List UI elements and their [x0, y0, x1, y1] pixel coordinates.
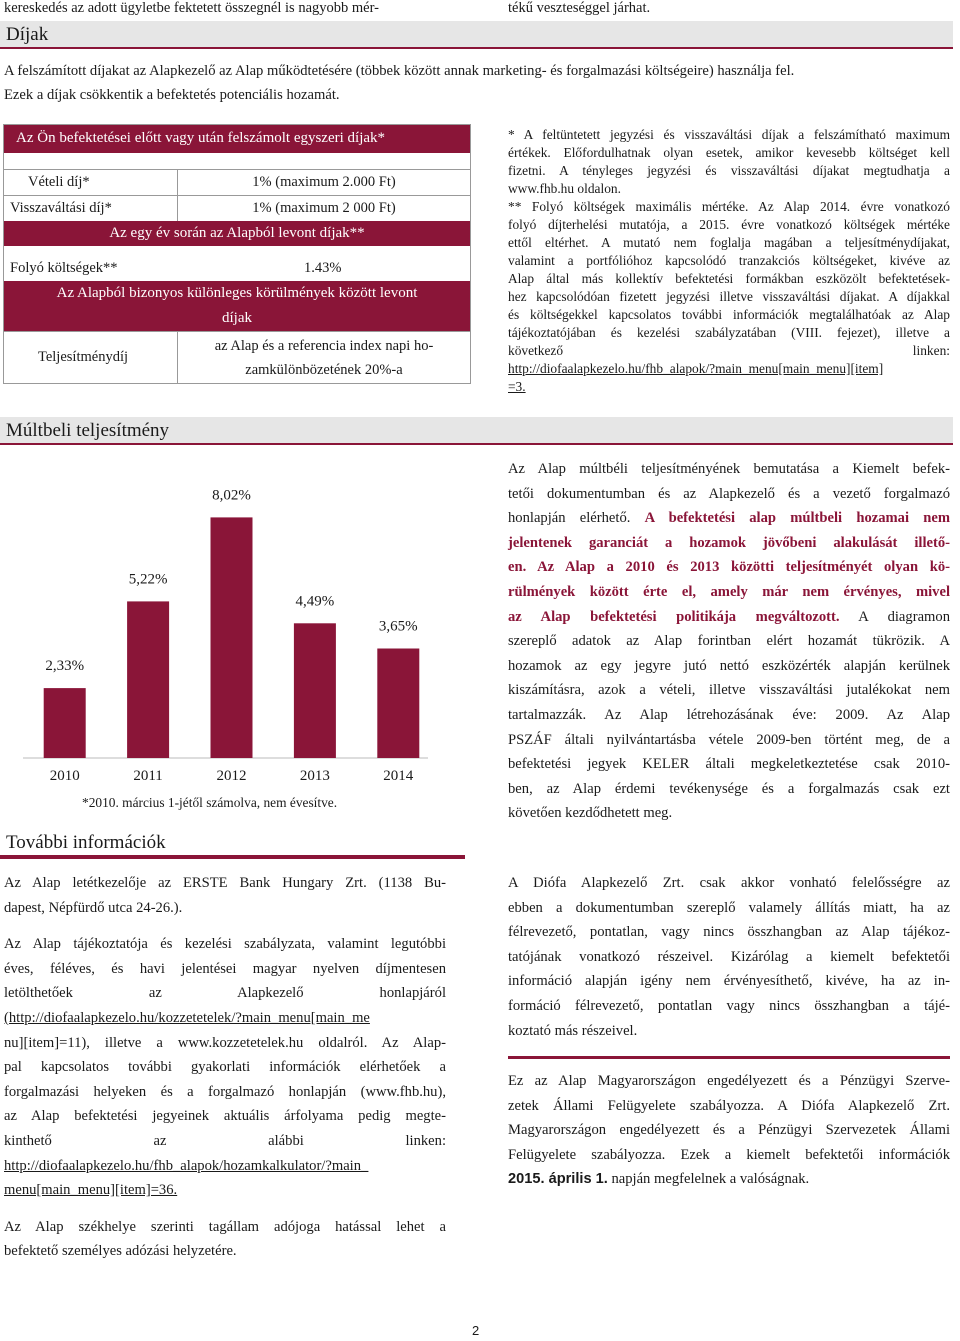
section-divider — [0, 857, 465, 859]
more-info-left-text — [4, 871, 446, 1264]
fee-footnotes — [508, 126, 950, 396]
fee-row-performance — [4, 331, 470, 383]
approval-line — [508, 1167, 950, 1192]
liability-line: ebben a dokumentumban szereplő valamely állítás miatt, ha az — [508, 899, 950, 916]
footnote-line: ** Folyó költségek maximális mértéke. Az Alap 2014. évre vonatkozó — [508, 199, 950, 214]
liability-line: tatójának vonatkozó részeivel. Kizárólag a kiemelt befektetői — [508, 948, 950, 965]
liability-line: A Diófa Alapkezelő Zrt. csak akkor vonható felelősségre az — [508, 875, 950, 891]
approval-line: Ez az Alap Magyarországon engedélyezett és a Pénzügyi Szerve- — [508, 1073, 950, 1089]
text-span: tartalmazzák. Az Alap létrehozásának éve: 2009. Az Alap — [508, 706, 950, 723]
footnote-line: következő linken: — [508, 343, 950, 358]
liability-line: információ alapján igény nem érvényesíthető, kivéve, ha az in- — [508, 973, 950, 990]
fee-row-redemption — [4, 195, 470, 221]
more-info-line: Az Alap letétkezelője az ERSTE Bank Hungary Zrt. (1138 Bu- — [4, 875, 446, 891]
fee-row-purchase — [4, 169, 470, 195]
text-span: szereplő adatok az Alap forintban elért hozamát tükrözik. A — [508, 633, 950, 650]
chart-bar-2014 — [377, 649, 419, 759]
more-info-line: nu][item]=11), illetve a www.kozzetetelek.hu oldalról. Az Alap- — [4, 1034, 446, 1051]
chart-note: *2010. március 1-jétől számolva, nem évesítve. — [82, 795, 338, 810]
text-span: hozamok az egy jegyre jutó nettó eszközérték alapján kerülnek — [508, 657, 950, 674]
footnote-line: hez kapcsolódóan fizetett jegyzési illetve visszaváltási díjakat. A díjakkal — [508, 289, 950, 304]
more-info-line: az Alap befektetési jegyeinek aktuális árfolyama pedig megte- — [4, 1108, 446, 1125]
chart-bar-2013 — [294, 623, 336, 758]
performance-text-line — [508, 777, 950, 802]
fee-table — [3, 124, 471, 384]
text-span: rülmények között érte el, amely már nem érvényes, mivel — [508, 583, 950, 600]
performance-text-line — [508, 482, 950, 507]
text-span: PSZÁF általi nyilvántartásba vétele 2009-ben történt meg, de a — [508, 731, 950, 748]
fee-header-special-line2: díjak — [222, 310, 252, 326]
performance-text-line — [508, 555, 950, 580]
footnote-line: Alap által más kollektív befektetési formákban eszközölt befektetések- — [508, 271, 950, 286]
performance-bar-chart — [3, 452, 463, 792]
fees-intro-line2: Ezek a díjak csökkentik a befektetés potenciális hozamát. — [4, 87, 340, 103]
section-title-fees: Díjak — [0, 21, 953, 49]
chart-x-tick-label: 2011 — [133, 768, 163, 784]
performance-text-line — [508, 703, 950, 728]
fee-header-special-line1: Az Alapból bizonyos különleges körülmények között levont — [56, 285, 418, 301]
more-info-line: befektető személyes adózási helyzetére. — [4, 1243, 237, 1260]
more-info-line: http://diofaalapkezelo.hu/fhb_alapok/hozamkalkulator/?main_ — [4, 1157, 369, 1174]
performance-text-line — [508, 605, 950, 630]
text-span: A diagramon — [839, 608, 950, 625]
performance-text-line — [508, 506, 950, 531]
more-info-line: Az Alap székhelye szerinti tagállam adójoga hatással lehet a — [4, 1218, 446, 1235]
performance-text-line — [508, 531, 950, 556]
fee-row-label: Teljesítménydíj — [4, 332, 178, 383]
fee-row-value: 1.43% — [304, 260, 342, 276]
liability-line: félrevezető, pontatlan, vagy nincs összhangban az Alap tájékoz- — [508, 924, 950, 941]
fee-table-header-onetime: Az Ön befektetései előtt vagy után felszámolt egyszeri díjak* — [4, 125, 470, 153]
text-span: befektetési jegyek KELER általi megkeletkeztetése csak 2010- — [508, 756, 950, 773]
chart-x-tick-label: 2014 — [383, 768, 414, 784]
chart-data-label: 8,02% — [212, 487, 251, 504]
chart-data-label: 3,65% — [378, 618, 418, 635]
liability-line: koztató más részeivel. — [508, 1022, 638, 1039]
chart-data-label: 5,22% — [128, 571, 168, 588]
footnote-line: fizetni. A tényleges jegyzési és visszaváltási díjakat megtudhatja a — [508, 163, 950, 178]
more-info-line: Az Alap tájékoztatója és kezelési szabályzata, valamint legutóbbi — [4, 936, 446, 953]
performance-text-line — [508, 629, 950, 654]
footnote-line: =3. — [508, 379, 526, 394]
section-title-more-info: További információk — [0, 829, 465, 857]
performance-text-line — [508, 728, 950, 753]
footnote-line: folyó díjterhelési mutatója, a 2015. évre vonatkozó költségek mértéke — [508, 217, 950, 232]
chart-bar-2011 — [127, 601, 169, 758]
fee-row-label: Vételi díj* — [4, 170, 178, 195]
fee-row-value: 1% (maximum 2 000 Ft) — [252, 200, 396, 216]
text-span: jelentenek garanciát a hozamok jövőbeni alakulását illető- — [508, 534, 950, 551]
more-info-line — [4, 920, 446, 932]
carryover-text-left: kereskedés az adott ügyletbe fektetett összegnél is nagyobb mér- — [4, 0, 379, 16]
footnote-line: és költségekkel kapcsolatos további információk megtalálhatóak az Alap — [508, 307, 950, 322]
fees-intro — [4, 59, 954, 107]
chart-data-label: 2,33% — [45, 658, 85, 675]
approval-rest: napján megfelelnek a valóságnak. — [607, 1171, 810, 1188]
text-span: A befektetési alap múltbeli hozamai nem — [644, 510, 950, 527]
fee-table-header-special — [4, 281, 470, 331]
text-span: honlapján elérhető. — [508, 510, 645, 527]
approval-line: Felügyelete szabályozza. Ezek a kiemelt befektetői információk — [508, 1146, 950, 1163]
approval-text — [508, 1069, 950, 1192]
fee-row-ongoing — [4, 256, 470, 281]
footnote-line: ettől eltérhet. A mutató nem foglalja magában a teljesítménydíjakat, — [508, 235, 950, 250]
approval-line: Magyarországon engedélyezett és a Pénzügyi Szervezetek Állami — [508, 1122, 950, 1139]
approval-line: zetek Állami Felügyelete szabályozza. A Diófa Alapkezelő Zrt. — [508, 1097, 950, 1114]
text-span: Az Alap múltbéli teljesítményének bemutatása a Kiemelt befek- — [508, 461, 950, 477]
chart-data-label: 4,49% — [295, 593, 335, 610]
performance-text-line — [508, 752, 950, 777]
footnote-line: értékek. Előfordulhatnak olyan esetek, amikor kevesebb költséget kell — [508, 145, 950, 160]
fee-table-header-annual: Az egy év során az Alapból levont díjak** — [4, 221, 470, 246]
more-info-liability-text — [508, 871, 950, 1043]
chart-x-tick-label: 2010 — [49, 768, 80, 784]
text-span: az Alap befektetési politikája megváltozott. — [508, 608, 840, 625]
text-span: ben, az Alap érdemi tevékenysége és a forgalmazás csak ezt — [508, 780, 950, 797]
footnote-line: valamint a portfólióhoz kapcsolódó tranzakciós költségeket, kivéve az — [508, 253, 950, 268]
fee-value-line1: az Alap és a referencia index napi ho- — [214, 338, 434, 354]
footnote-line: * A feltüntetett jegyzési és visszaváltási díjak a felszámítható maximum — [508, 127, 950, 142]
more-info-line: letölthetőek az Alapkezelő honlapjáról — [4, 985, 446, 1002]
more-info-line: forgalmazási helyeken és a forgalmazó honlapján (www.fhb.hu), — [4, 1083, 446, 1100]
performance-description — [508, 457, 950, 826]
footnote-line: tájékoztatójában és kezelési szabályzatában (VIII. fejezet), illetve a — [508, 325, 950, 340]
more-info-line: dapest, Népfürdő utca 24-26.). — [4, 899, 183, 916]
more-info-line: pal kapcsolatos további gyakorlati információk elérhetőek a — [4, 1059, 446, 1076]
footnote-line: http://diofaalapkezelo.hu/fhb_alapok/?main_menu[main_menu][item] — [508, 361, 884, 376]
performance-text-line — [508, 678, 950, 703]
performance-text-line — [508, 654, 950, 679]
more-info-line: éves, féléves, és havi jelentései magyar nyelven díjmentesen — [4, 960, 446, 977]
text-span: tetői dokumentumban és az Alapkezelő és a vezető forgalmazó — [508, 485, 950, 502]
text-span: en. Az Alap a 2010 és 2013 közötti teljesítményét olyan kö- — [508, 559, 950, 576]
fee-value-line2: zamkülönbözetének 20%-a — [245, 362, 403, 378]
fee-row-value: 1% (maximum 2.000 Ft) — [252, 174, 396, 190]
fee-row-value — [178, 332, 470, 383]
carryover-text-right: tékű veszteséggel járhat. — [508, 0, 651, 16]
fee-row-label: Folyó költségek** — [10, 260, 118, 276]
text-span: követően kezdődhetett meg. — [508, 805, 673, 822]
fees-intro-line1: A felszámított díjakat az Alapkezelő az Alap működtetésére (többek között annak marketing- és forgalmazási költségeire) használja fel. — [4, 63, 795, 79]
page-number: 2 — [472, 1323, 480, 1338]
performance-text-line — [508, 580, 950, 605]
chart-bar-2010 — [44, 688, 86, 758]
approval-date: 2015. április 1. — [508, 1171, 608, 1188]
liability-line: formáció félrevezető, pontatlan vagy nincs összhangban a tájé- — [508, 997, 950, 1014]
section-title-performance: Múltbeli teljesítmény — [0, 417, 953, 445]
performance-text-line — [508, 801, 950, 826]
fee-row-label: Visszaváltási díj* — [4, 196, 178, 221]
chart-x-tick-label: 2013 — [299, 768, 330, 784]
chart-x-tick-label: 2012 — [216, 768, 247, 784]
more-info-line — [4, 1203, 446, 1215]
chart-bar-2012 — [211, 517, 253, 758]
more-info-line: kinthető az alábbi linken: — [4, 1132, 446, 1149]
more-info-line: (http://diofaalapkezelo.hu/kozzetetelek/?main_menu[main_me — [4, 1009, 370, 1026]
performance-text-line — [508, 457, 950, 482]
text-span: kiszámításra, azok a vételi, illetve visszaváltási jutalékokat nem — [508, 682, 950, 699]
footnote-line: www.fhb.hu oldalon. — [508, 181, 621, 196]
approval-divider — [508, 1056, 950, 1059]
more-info-line: menu[main_menu][item]=36. — [4, 1182, 178, 1199]
